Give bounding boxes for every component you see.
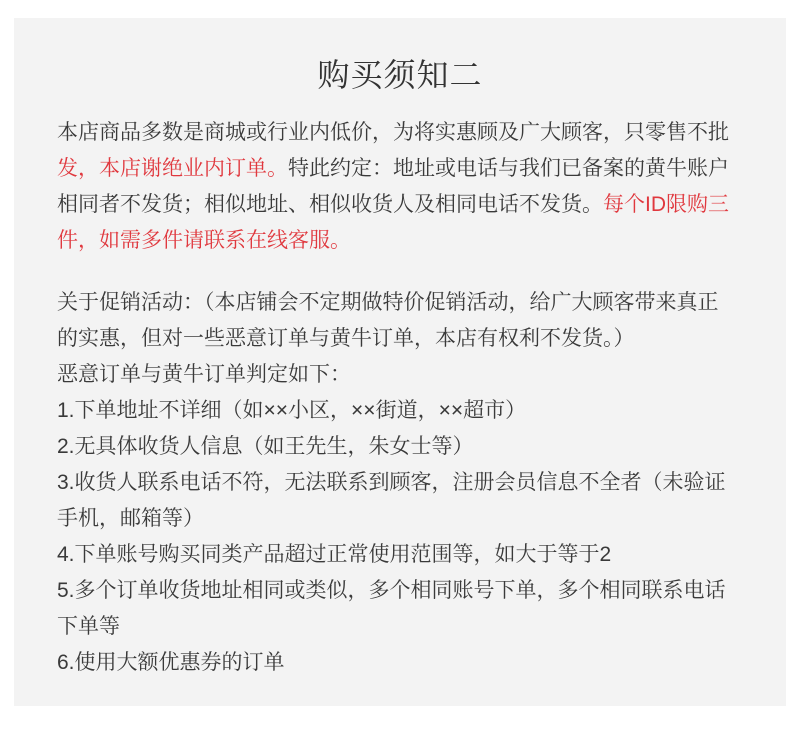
criteria-heading: 恶意订单与黄牛订单判定如下：	[57, 363, 351, 386]
rule-item: 下单等	[57, 615, 120, 638]
intro-text: 本店商品多数是商城或行业内低价，为将实惠顾及广大顾客，只零售不批	[57, 121, 729, 144]
intro-text: 特此约定：地址或电话与我们已备案的黄牛账户	[288, 157, 729, 180]
rule-item: 手机，邮箱等）	[57, 507, 204, 530]
highlight-text: 每个ID限购三	[603, 193, 729, 216]
notice-title: 购买须知二	[317, 57, 483, 93]
notice-panel	[14, 18, 786, 706]
paragraph-line: 的实惠，但对一些恶意订单与黄牛订单，本店有权利不发货。）	[57, 327, 635, 350]
paragraph-line: 关于促销活动：（本店铺会不定期做特价促销活动，给广大顾客带来真正	[57, 291, 719, 314]
rule-item: 6.使用大额优惠券的订单	[57, 651, 285, 674]
rule-item: 3.收货人联系电话不符，无法联系到顾客，注册会员信息不全者（未验证	[57, 471, 726, 494]
intro-text: 相同者不发货；相似地址、相似收货人及相同电话不发货。	[57, 193, 603, 216]
highlight-text: 发，本店谢绝业内订单。	[57, 157, 288, 180]
paragraph-line	[57, 187, 769, 223]
paragraph-line	[57, 115, 769, 151]
rule-item: 2.无具体收货人信息（如王先生，朱女士等）	[57, 435, 474, 458]
rule-item: 1.下单地址不详细（如××小区，××街道，××超市）	[57, 399, 527, 422]
rule-item: 4.下单账号购买同类产品超过正常使用范围等，如大于等于2	[57, 543, 612, 566]
promotion-paragraph	[57, 285, 769, 681]
rule-item: 5.多个订单收货地址相同或类似，多个相同账号下单，多个相同联系电话	[57, 579, 726, 602]
intro-paragraph	[57, 115, 769, 259]
highlight-text: 件，如需多件请联系在线客服。	[57, 229, 351, 252]
paragraph-line	[57, 151, 769, 187]
paragraph-line	[57, 223, 769, 259]
